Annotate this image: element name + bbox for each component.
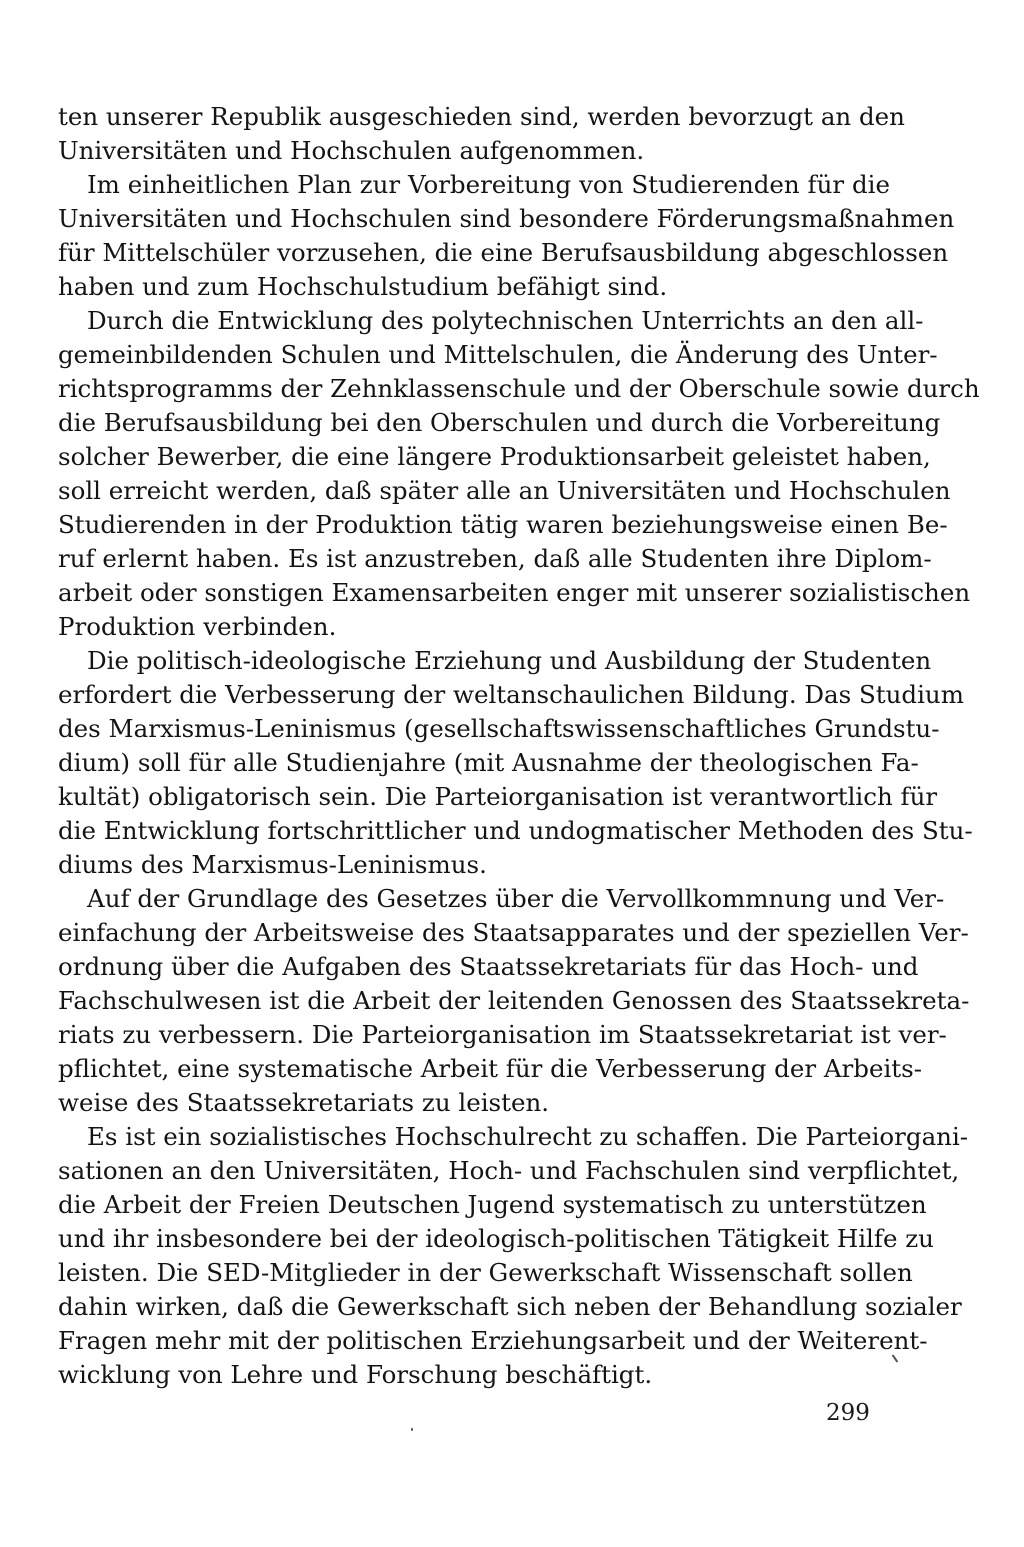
text-line: dahin wirken, daß die Gewerkschaft sich neben der Behandlung sozialer bbox=[58, 1292, 962, 1321]
text-line: Produktion verbinden. bbox=[58, 612, 337, 641]
scan-speck bbox=[411, 1428, 413, 1431]
paragraph bbox=[58, 882, 970, 1120]
text-line: kultät) obligatorisch sein. Die Parteiorganisation ist verantwortlich für bbox=[58, 782, 938, 811]
text-line: Universitäten und Hochschulen aufgenommen. bbox=[58, 136, 645, 165]
paragraph bbox=[58, 1120, 969, 1392]
text-line: soll erreicht werden, daß später alle an Universitäten und Hochschulen bbox=[58, 476, 951, 505]
text-line: richtsprogramms der Zehnklassenschule und der Oberschule sowie durch bbox=[58, 374, 980, 403]
text-line: pflichtet, eine systematische Arbeit für die Verbesserung der Arbeits- bbox=[58, 1054, 922, 1083]
text-line: Fragen mehr mit der politischen Erziehungsarbeit und der Weiterent- bbox=[58, 1326, 928, 1355]
text-line: Auf der Grundlage des Gesetzes über die Vervollkommnung und Ver- bbox=[87, 884, 945, 913]
text-line: erfordert die Verbesserung der weltanschaulichen Bildung. Das Studium bbox=[58, 680, 964, 709]
text-line: wicklung von Lehre und Forschung beschäftigt. bbox=[58, 1360, 653, 1389]
text-line: sationen an den Universitäten, Hoch- und Fachschulen sind verpflichtet, bbox=[58, 1156, 960, 1185]
text-line: Durch die Entwicklung des polytechnischen Unterrichts an den all- bbox=[87, 306, 924, 335]
paragraph bbox=[58, 644, 973, 882]
page-number: 299 bbox=[826, 1400, 870, 1426]
text-line: dium) soll für alle Studienjahre (mit Ausnahme der theologischen Fa- bbox=[58, 748, 919, 777]
text-line: Die politisch-ideologische Erziehung und Ausbildung der Studenten bbox=[87, 646, 932, 675]
paragraph bbox=[58, 100, 905, 168]
text-line: Im einheitlichen Plan zur Vorbereitung von Studierenden für die bbox=[87, 170, 890, 199]
text-line: Universitäten und Hochschulen sind besondere Förderungsmaßnahmen bbox=[58, 204, 955, 233]
text-line: ruf erlernt haben. Es ist anzustreben, daß alle Studenten ihre Diplom- bbox=[58, 544, 932, 573]
text-line: gemeinbildenden Schulen und Mittelschulen, die Änderung des Unter- bbox=[58, 340, 938, 369]
text-line: für Mittelschüler vorzusehen, die eine Berufsausbildung abgeschlossen bbox=[58, 238, 949, 267]
text-line: Fachschulwesen ist die Arbeit der leitenden Genossen des Staatssekreta- bbox=[58, 986, 970, 1015]
text-line: arbeit oder sonstigen Examensarbeiten enger mit unserer sozialistischen bbox=[58, 578, 971, 607]
text-line: leisten. Die SED-Mitglieder in der Gewerkschaft Wissenschaft sollen bbox=[58, 1258, 913, 1287]
paragraph bbox=[58, 168, 955, 304]
text-line: weise des Staatssekretariats zu leisten. bbox=[58, 1088, 550, 1117]
body-text bbox=[58, 100, 980, 1392]
scan-speck bbox=[892, 1354, 899, 1363]
paragraph bbox=[58, 304, 980, 644]
text-line: ten unserer Republik ausgeschieden sind, werden bevorzugt an den bbox=[58, 102, 905, 131]
text-line: diums des Marxismus-Leninismus. bbox=[58, 850, 487, 879]
text-line: die Entwicklung fortschrittlicher und undogmatischer Methoden des Stu- bbox=[58, 816, 973, 845]
text-line: Studierenden in der Produktion tätig waren beziehungsweise einen Be- bbox=[58, 510, 948, 539]
text-line: riats zu verbessern. Die Parteiorganisation im Staatssekretariat ist ver- bbox=[58, 1020, 947, 1049]
text-line: ordnung über die Aufgaben des Staatssekretariats für das Hoch- und bbox=[58, 952, 919, 981]
text-line: haben und zum Hochschulstudium befähigt sind. bbox=[58, 272, 668, 301]
text-line: solcher Bewerber, die eine längere Produktionsarbeit geleistet haben, bbox=[58, 442, 931, 471]
text-line: die Arbeit der Freien Deutschen Jugend systematisch zu unterstützen bbox=[58, 1190, 927, 1219]
text-line: und ihr insbesondere bei der ideologisch-politischen Tätigkeit Hilfe zu bbox=[58, 1224, 934, 1253]
text-line: Es ist ein sozialistisches Hochschulrecht zu schaffen. Die Parteiorgani- bbox=[87, 1122, 969, 1151]
text-line: einfachung der Arbeitsweise des Staatsapparates und der speziellen Ver- bbox=[58, 918, 969, 947]
text-line: des Marxismus-Leninismus (gesellschaftswissenschaftliches Grundstu- bbox=[58, 714, 940, 743]
text-line: die Berufsausbildung bei den Oberschulen und durch die Vorbereitung bbox=[58, 408, 941, 437]
